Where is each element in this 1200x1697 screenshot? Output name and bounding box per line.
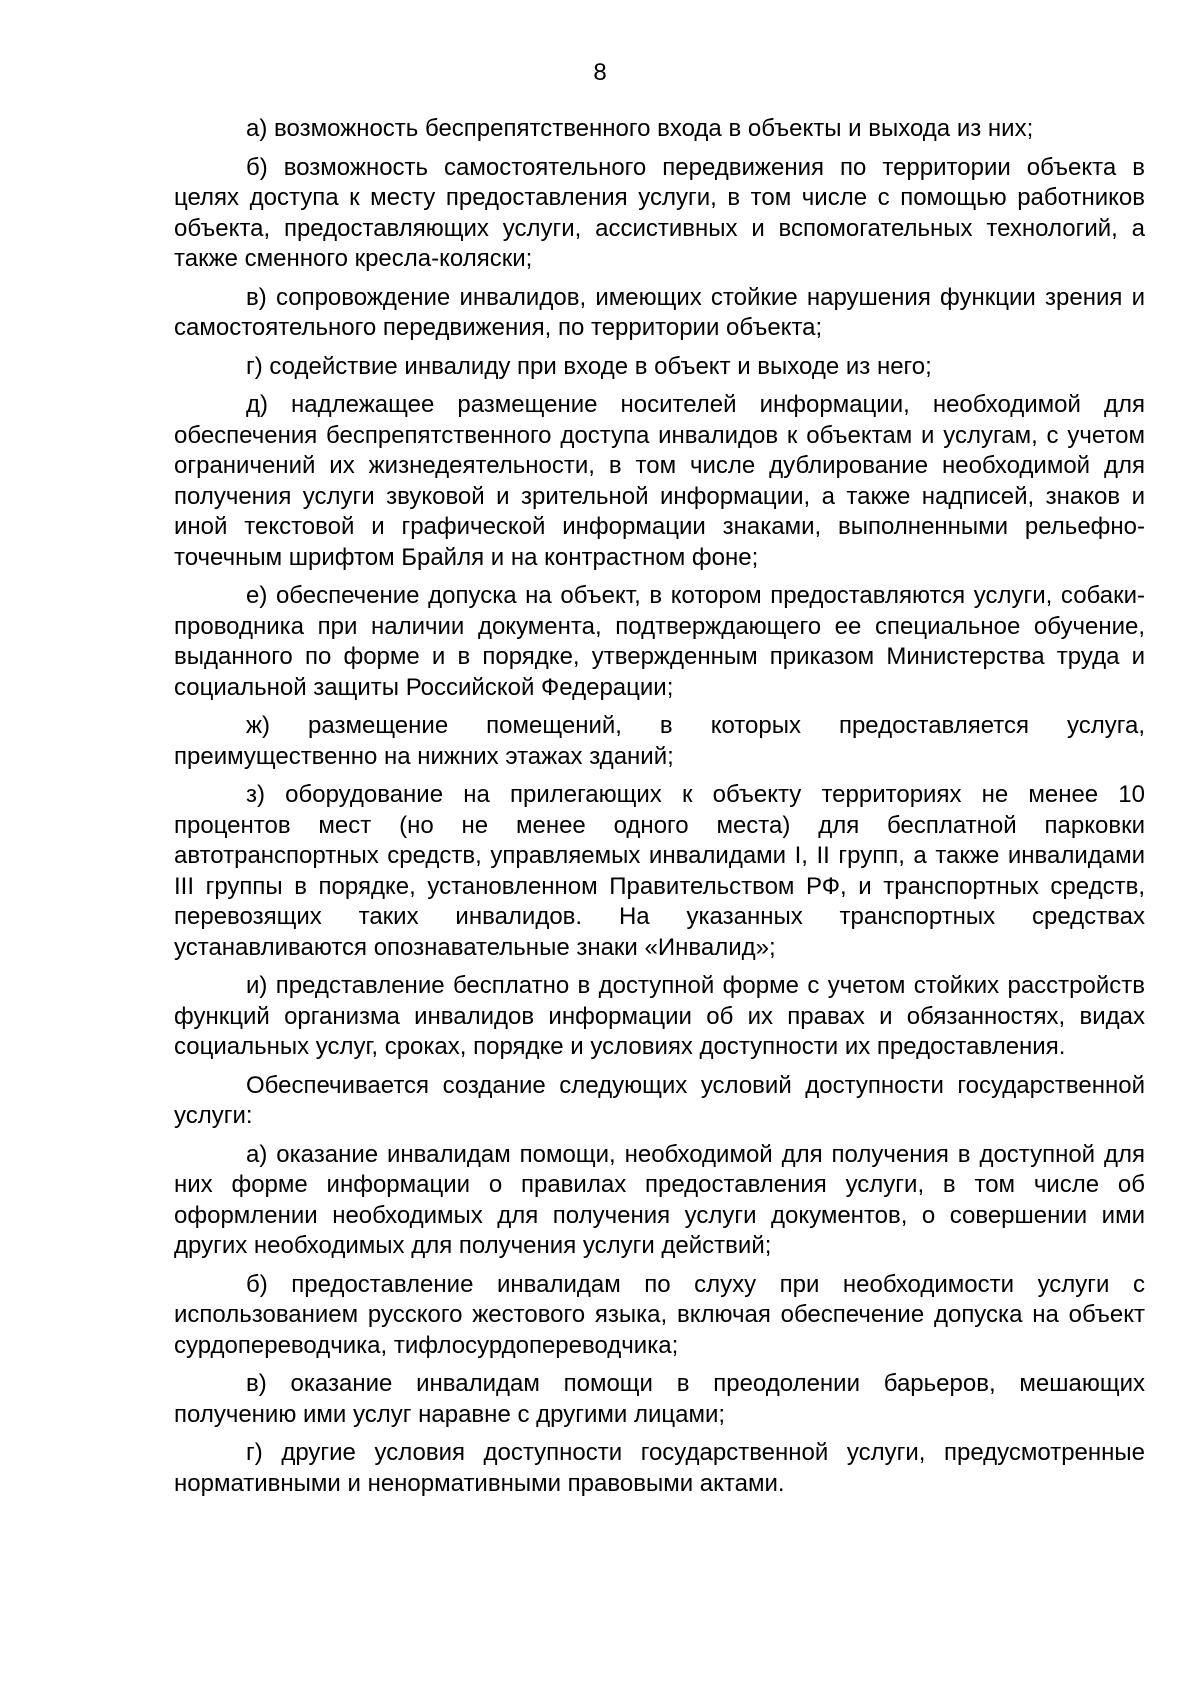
paragraph-free-information: и) представление бесплатно в доступной форме с учетом стойких расстройств функций организма инвалидов информации об их правах и обязанностях, видах социальных услуг, сроках, порядке и условиях доступности их предоставления.: [174, 972, 1145, 1060]
document-body: [174, 114, 1145, 1507]
paragraph-parking: з) оборудование на прилегающих к объекту территориях не менее 10 процентов мест (но не менее одного места) для бесплатной парковки автотранспортных средств, управляемых инвалидами I, II групп, а также инвалидами III группы в порядке, установленном Правительством РФ, и транспортных средств, перевозящих таких инвалидов. На указанных транспортных средствах устанавливаются опознавательные знаки «Инвалид»;: [174, 781, 1145, 961]
paragraph-sign-language: б) предоставление инвалидам по слуху при необходимости услуги с использованием русского жестового языка, включая обеспечение допуска на объект сурдопереводчика, тифлосурдопереводчика;: [174, 1270, 1145, 1359]
paragraph-lower-floors: ж) размещение помещений, в которых предоставляется услуга, преимущественно на нижних этажах зданий;: [174, 712, 1145, 770]
paragraph-guide-dog: е) обеспечение допуска на объект, в котором предоставляются услуги, собаки-проводника при наличии документа, подтверждающего ее специальное обучение, выданного по форме и в порядке, утвержденным приказом Министерства труда и социальной защиты Российской Федерации;: [174, 582, 1145, 701]
paragraph-access-entrance: а) возможность беспрепятственного входа в объекты и выхода из них;: [246, 115, 1034, 142]
paragraph-escort: в) сопровождение инвалидов, имеющих стойкие нарушения функции зрения и самостоятельного передвижения, по территории объекта;: [174, 283, 1145, 341]
paragraph-other-conditions: г) другие условия доступности государственной услуги, предусмотренные нормативными и ненормативными правовыми актами.: [174, 1439, 1145, 1497]
paragraph-entry-assistance: г) содействие инвалиду при входе в объект и выходе из него;: [246, 352, 932, 380]
paragraph-independent-movement: б) возможность самостоятельного передвижения по территории объекта в целях доступа к месту предоставления услуги, в том числе с помощью работников объекта, предоставляющих услуги, ассистивных и вспомогательных технологий, а также сменного кресла-коляски;: [174, 153, 1145, 272]
paragraph-help-information: а) оказание инвалидам помощи, необходимой для получения в доступной для них форме информации о правилах предоставления услуги, в том числе об оформлении необходимых для получения услуги документов, о совершении ими других необходимых для получения услуги действий;: [174, 1140, 1145, 1259]
paragraph-barrier-help: в) оказание инвалидам помощи в преодолении барьеров, мешающих получению ими услуг наравне с другими лицами;: [174, 1370, 1145, 1428]
paragraph-information-placement: д) надлежащее размещение носителей информации, необходимой для обеспечения беспрепятственного доступа инвалидов к объектам и услугам, с учетом ограничений их жизнедеятельности, в том числе дублирование необходимой для получения услуги звуковой и зрительной информации, а также надписей, знаков и иной текстовой и графической информации знаками, выполненными рельефно-точечным шрифтом Брайля и на контрастном фоне;: [174, 391, 1145, 571]
page-number: 8: [593, 59, 607, 86]
paragraph-service-conditions-intro: Обеспечивается создание следующих условий доступности государственной услуги:: [174, 1071, 1145, 1129]
